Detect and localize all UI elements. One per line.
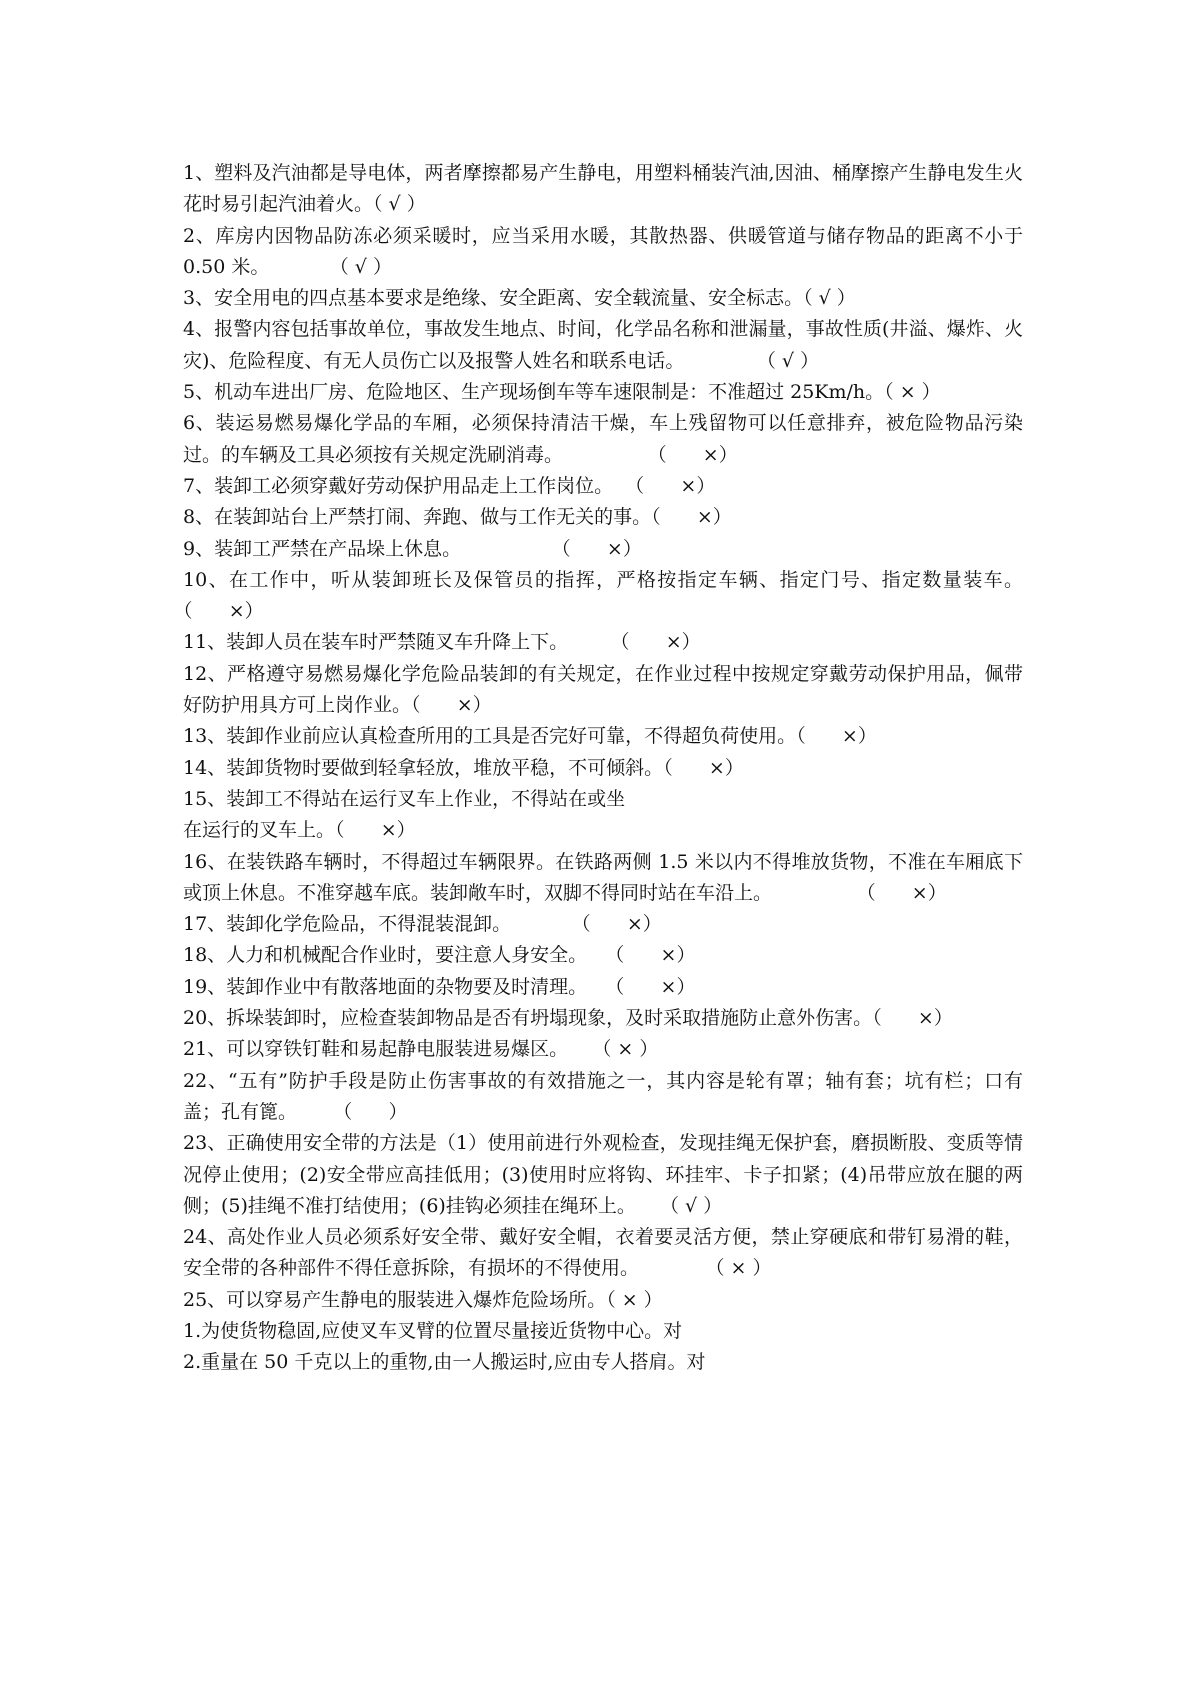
answer-mark: （ √ ） [373,193,426,216]
answer-mark: （ √ ） [269,255,392,278]
item-text: 7、装卸工必须穿戴好劳动保护用品走上工作岗位。 [183,474,614,497]
item-text: 1、塑料及汽油都是导电体，两者摩擦都易产生静电，用塑料桶装汽油,因油、桶摩擦产生静电发生火花时易引起汽油着火。 [183,162,1023,216]
answer-mark: （ ×） [568,631,701,654]
answer-mark: （ ×） [511,913,662,936]
answer-mark: （ ×） [796,725,877,748]
list-item [183,721,1023,752]
list-item [183,502,1023,533]
list-item [183,627,1023,658]
item-text: 8、在装卸站台上严禁打闹、奔跑、做与工作无关的事。 [183,506,652,529]
answer-mark: （ ×） [411,694,492,717]
list-item [183,471,1023,502]
answer-mark: （ ×） [872,1007,953,1030]
list-item [183,534,1023,565]
answer-mark: （ ×） [461,537,642,560]
list-item [183,565,1023,628]
list-item [183,1066,1023,1129]
list-item [183,283,1023,314]
item-text: 18、人力和机械配合作业时，要注意人身安全。 [183,944,588,967]
item-text: 24、高处作业人员必须系好安全带、戴好安全帽，衣着要灵活方便，禁止穿硬底和带钉易滑的鞋，安全带的各种部件不得任意拆除，有损坏的不得使用。 [183,1226,1023,1280]
list-item [183,314,1023,377]
item-text: 21、可以穿铁钉鞋和易起静电服装进易爆区。 [183,1038,569,1061]
list-item [183,847,1023,910]
item-text: 19、装卸作业中有散落地面的杂物要及时清理。 [183,975,588,998]
item-text: 14、装卸货物时要做到轻拿轻放，堆放平稳，不可倾斜。 [183,756,664,779]
answer-mark: （ ×） [183,600,264,623]
answer-mark: （ ×） [587,944,696,967]
item-text: 6、装运易燃易爆化学品的车厢，必须保持清洁干燥，车上残留物可以任意排弃，被危险物品污染过。的车辆及工具必须按有关规定洗刷消毒。 [183,412,1023,466]
list-item [183,221,1030,284]
list-item [183,1034,1023,1065]
list-item [183,1003,1023,1034]
list-item [183,940,1023,971]
list-item [183,1347,1023,1378]
answer-mark: （ ×） [587,975,696,998]
item-text: 20、拆垛装卸时，应检查装卸物品是否有坍塌现象，及时采取措施防止意外伤害。 [183,1007,873,1030]
list-item [183,1285,1023,1316]
answer-mark: （ × ） [568,1038,659,1061]
answer-mark: （ ×） [663,756,744,779]
item-text: 11、装卸人员在装车时严禁随叉车升降上下。 [183,631,569,654]
item-text: 9、装卸工严禁在产品垛上休息。 [183,537,462,560]
item-text: 23、正确使用安全带的方法是（1）使用前进行外观检查，发现挂绳无保护套，磨损断股、变质等情况停止使用；(2)安全带应高挂低用；(3)使用时应将钩、环挂牢、卡子扣紧；(4)吊带应放在腿的两侧；(5)挂绳不准打结使用；(6)挂钩必须挂在绳环上。 [183,1132,1023,1217]
list-item [183,1316,1023,1347]
answer-mark: （ ×） [335,819,416,842]
item-text: 3、安全用电的四点基本要求是绝缘、安全距离、安全载流量、安全标志。 [183,287,804,310]
answer-mark: （ ×） [651,506,732,529]
item-text: 25、可以穿易产生静电的服装进入爆炸危险场所。 [183,1288,607,1311]
list-item [183,753,1023,784]
item-text: 16、在装铁路车辆时，不得超过车辆限界。在铁路两侧 1.5 米以内不得堆放货物，不准在车厢底下或顶上休息。不准穿越车底。装卸敞车时，双脚不得同时站在车沿上。 [183,850,1023,904]
list-item [183,377,1023,408]
list-item [183,909,1023,940]
answer-mark: （ ×） [563,443,738,466]
answer-mark: （ √ ） [635,1194,723,1217]
answer-mark: （ ×） [772,881,947,904]
answer-mark: （ × ） [606,1288,663,1311]
item-text: 5、机动车进出厂房、危险地区、生产现场倒车等车速限制是：不准超过 25Km/h。 [183,381,885,404]
item-text: 22、“五有”防护手段是防止伤害事故的有效措施之一，其内容是轮有罩；轴有套；坑有栏；口有盖；孔有篦。 [183,1069,1023,1123]
answer-mark: （ × ） [639,1257,772,1280]
question-list [183,158,1030,1379]
item-text: 15、装卸工不得站在运行叉车上作业，不得站在或坐 在运行的叉车上。 [183,787,626,842]
list-item [183,408,1023,471]
list-item [183,1222,1023,1285]
list-item [183,1128,1023,1222]
answer-mark: （ √ ） [684,349,820,372]
item-text: 2.重量在 50 千克以上的重物,由一人搬运时,应由专人搭肩。对 [183,1351,706,1374]
item-text: 2、库房内因物品防冻必须采暖时，应当采用水暖，其散热器、供暖管道与储存物品的距离不小于 0.50 米。 [183,224,1030,278]
item-text: 13、装卸作业前应认真检查所用的工具是否完好可靠，不得超负荷使用。 [183,725,797,748]
answer-mark: （ √ ） [803,287,856,310]
item-text: 10、在工作中，听从装卸班长及保管员的指挥，严格按指定车辆、指定门号、指定数量装车。 [183,568,1023,591]
item-text: 12、严格遵守易燃易爆化学危险品装卸的有关规定，在作业过程中按规定穿戴劳动保护用品，佩带好防护用具方可上岗作业。 [183,662,1023,717]
list-item [183,659,1023,722]
item-text: 4、报警内容包括事故单位，事故发生地点、时间，化学品名称和泄漏量，事故性质(井溢、爆炸、火灾)、危险程度、有无人员伤亡以及报警人姓名和联系电话。 [183,318,1023,372]
list-item [183,784,1023,847]
answer-mark: （ ×） [613,474,716,497]
item-text: 1.为使货物稳固,应使叉车叉臂的位置尽量接近货物中心。对 [183,1319,683,1342]
answer-mark: （ ） [297,1100,408,1123]
list-item [183,158,1023,221]
list-item [183,972,1023,1003]
answer-mark: （ × ） [884,381,941,404]
item-text: 17、装卸化学危险品，不得混装混卸。 [183,913,512,936]
